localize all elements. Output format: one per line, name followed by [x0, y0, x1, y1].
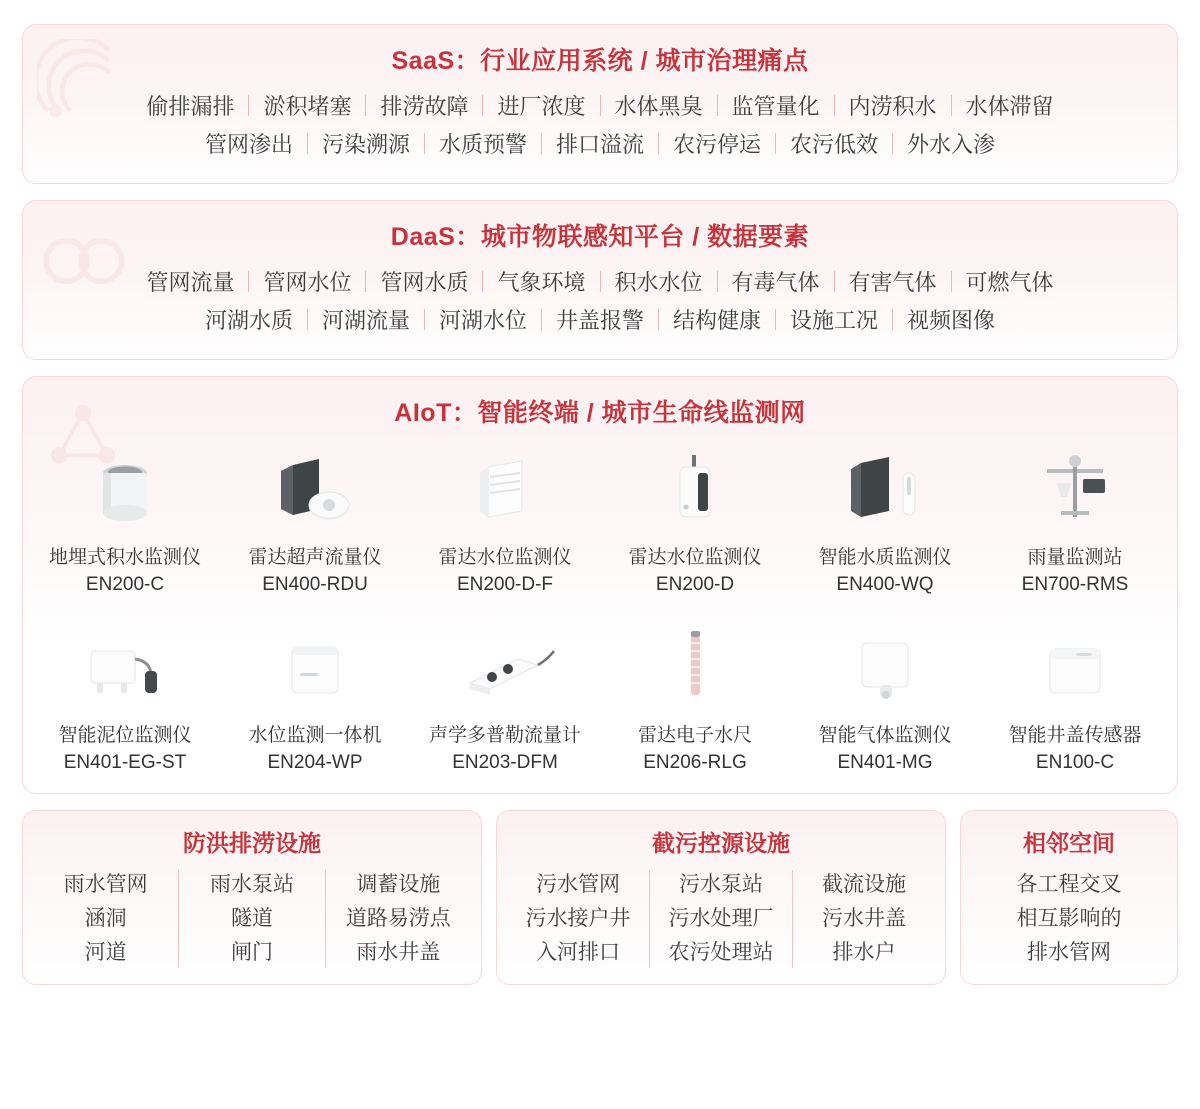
device-model: EN200-D-F	[456, 573, 554, 595]
daas-tag: 可燃气体	[965, 270, 1054, 295]
saas-tag: 进厂浓度	[497, 94, 586, 119]
flood-facilities-card	[22, 810, 482, 985]
rain-gauge-station-icon	[993, 443, 1157, 535]
bottom-cards	[22, 810, 1178, 985]
device-card[interactable]	[613, 443, 777, 599]
daas-tag: 视频图像	[907, 308, 996, 333]
saas-tag: 外水入渗	[907, 132, 996, 157]
saas-row-2	[49, 127, 1151, 160]
smart-water-quality-meter-icon	[803, 443, 967, 535]
adjacent-space-list	[971, 868, 1167, 970]
acoustic-doppler-flowmeter-icon	[423, 621, 587, 713]
device-model: EN400-RDU	[262, 573, 368, 595]
device-name: 雷达超声流量仪	[248, 547, 382, 568]
flood-columns	[33, 868, 471, 970]
daas-row-1	[49, 265, 1151, 298]
daas-title	[49, 217, 1151, 253]
saas-tag: 污染溯源	[321, 132, 410, 157]
list-item: 河道	[84, 940, 127, 964]
device-model: EN200-D	[655, 573, 735, 595]
smart-gas-detector-icon	[803, 621, 967, 713]
sewage-columns	[507, 868, 935, 970]
device-card[interactable]	[993, 621, 1157, 777]
device-model: EN203-DFM	[452, 751, 558, 773]
device-model: EN100-C	[1035, 751, 1115, 773]
electronic-water-gauge-icon	[613, 621, 777, 713]
sewage-column-2	[650, 868, 792, 970]
daas-tag: 管网流量	[146, 270, 235, 295]
list-item: 污水泵站	[679, 872, 763, 896]
daas-tag: 河湖流量	[321, 308, 410, 333]
daas-row-2	[49, 303, 1151, 336]
aiot-title-en: AIoT：	[394, 399, 478, 427]
device-model: EN700-RMS	[1021, 573, 1129, 595]
device-name: 智能泥位监测仪	[58, 724, 192, 746]
device-model: EN400-WQ	[836, 573, 934, 595]
saas-tag: 水体滞留	[965, 94, 1054, 119]
device-name: 水位监测一体机	[248, 724, 382, 746]
daas-title-cn: 城市物联感知平台 / 数据要素	[480, 223, 810, 251]
list-item: 相互影响的	[1016, 906, 1122, 930]
device-name: 声学多普勒流量计	[428, 724, 581, 746]
radar-ultrasonic-flowmeter-icon	[233, 443, 397, 535]
device-model: EN401-MG	[837, 751, 933, 773]
device-card[interactable]	[423, 621, 587, 777]
sewage-control-card	[496, 810, 946, 985]
device-card[interactable]	[803, 621, 967, 777]
device-name: 智能井盖传感器	[1008, 724, 1142, 746]
radar-water-level-meter-icon	[423, 443, 587, 535]
sewage-column-3	[793, 868, 935, 970]
daas-tag: 积水水位	[614, 270, 703, 295]
aiot-title-cn: 智能终端 / 城市生命线监测网	[477, 399, 806, 427]
list-item: 污水管网	[536, 872, 620, 896]
daas-tag: 井盖报警	[555, 308, 644, 333]
daas-tag: 有毒气体	[731, 270, 820, 295]
list-item: 污水接户井	[525, 906, 631, 930]
daas-tag: 气象环境	[497, 270, 586, 295]
radar-water-level-probe-icon	[613, 443, 777, 535]
list-item: 截流设施	[822, 872, 906, 896]
aiot-section	[22, 376, 1178, 794]
list-item: 雨水井盖	[356, 940, 441, 964]
daas-title-en: DaaS：	[390, 223, 481, 251]
saas-title	[49, 41, 1151, 77]
device-card[interactable]	[613, 621, 777, 777]
sewage-control-title: 截污控源设施	[652, 829, 790, 856]
saas-section	[22, 24, 1178, 184]
buried-water-level-device-icon	[43, 443, 207, 535]
daas-tag: 设施工况	[790, 308, 879, 333]
device-name: 雷达电子水尺	[637, 724, 752, 746]
saas-title-en: SaaS：	[391, 47, 481, 75]
list-item: 雨水泵站	[209, 872, 294, 896]
device-card[interactable]	[423, 443, 587, 599]
device-name: 智能水质监测仪	[818, 547, 952, 568]
sewage-column-1	[507, 868, 649, 970]
saas-tag-rows	[49, 89, 1151, 160]
saas-tag: 监管量化	[731, 94, 820, 119]
daas-tag: 河湖水质	[204, 308, 293, 333]
list-item: 闸门	[230, 940, 273, 964]
saas-tag: 偷排漏排	[146, 94, 235, 119]
aiot-device-row-2	[43, 621, 1157, 777]
aiot-device-row-1	[43, 443, 1157, 599]
list-item: 排水管网	[1027, 940, 1111, 964]
integrated-water-level-unit-icon	[233, 621, 397, 713]
saas-tag: 内涝积水	[848, 94, 937, 119]
saas-tag: 排涝故障	[380, 94, 469, 119]
list-item: 排水户	[832, 940, 896, 964]
list-item: 隧道	[230, 906, 273, 930]
device-model: EN200-C	[85, 573, 165, 595]
device-card[interactable]	[43, 443, 207, 599]
daas-tag: 结构健康	[673, 308, 762, 333]
sludge-level-meter-icon	[43, 621, 207, 713]
smart-manhole-sensor-icon	[993, 621, 1157, 713]
list-item: 调蓄设施	[356, 872, 441, 896]
aiot-title	[43, 393, 1157, 429]
saas-tag: 农污停运	[673, 132, 762, 157]
list-item: 入河排口	[536, 940, 620, 964]
saas-tag: 水质预警	[438, 132, 527, 157]
daas-tag: 河湖水位	[438, 308, 527, 333]
list-item: 道路易涝点	[345, 906, 451, 930]
device-model: EN204-WP	[267, 751, 363, 773]
saas-row-1	[49, 89, 1151, 122]
device-name: 雷达水位监测仪	[438, 547, 572, 568]
adjacent-space-card	[960, 810, 1178, 985]
device-name: 雷达水位监测仪	[628, 547, 762, 568]
flood-column-2	[179, 868, 324, 970]
daas-tag: 管网水质	[380, 270, 469, 295]
list-item: 污水井盖	[822, 906, 906, 930]
device-name: 智能气体监测仪	[818, 724, 952, 746]
daas-section	[22, 200, 1178, 360]
device-name: 地埋式积水监测仪	[48, 547, 201, 568]
adjacent-space-title: 相邻空间	[1023, 829, 1115, 856]
saas-tag: 排口溢流	[555, 132, 644, 157]
saas-tag: 农污低效	[790, 132, 879, 157]
list-item: 污水处理厂	[668, 906, 774, 930]
saas-title-cn: 行业应用系统 / 城市治理痛点	[480, 47, 809, 75]
list-item: 农污处理站	[668, 940, 774, 964]
list-item: 各工程交叉	[1016, 872, 1122, 896]
device-model: EN401-EG-ST	[63, 751, 187, 773]
device-card[interactable]	[803, 443, 967, 599]
device-card[interactable]	[43, 621, 207, 777]
device-card[interactable]	[233, 443, 397, 599]
daas-tag-rows	[49, 265, 1151, 336]
saas-tag: 水体黑臭	[614, 94, 703, 119]
device-model: EN206-RLG	[643, 751, 747, 773]
saas-tag: 淤积堵塞	[263, 94, 352, 119]
list-item: 涵洞	[84, 906, 127, 930]
device-name: 雨量监测站	[1027, 547, 1123, 568]
saas-tag: 管网渗出	[204, 132, 293, 157]
list-item: 雨水管网	[63, 872, 148, 896]
flood-column-3	[326, 868, 471, 970]
daas-tag: 管网水位	[263, 270, 352, 295]
daas-tag: 有害气体	[848, 270, 937, 295]
flood-facilities-title: 防洪排涝设施	[183, 829, 321, 856]
device-card[interactable]	[993, 443, 1157, 599]
device-card[interactable]	[233, 621, 397, 777]
flood-column-1	[33, 868, 178, 970]
